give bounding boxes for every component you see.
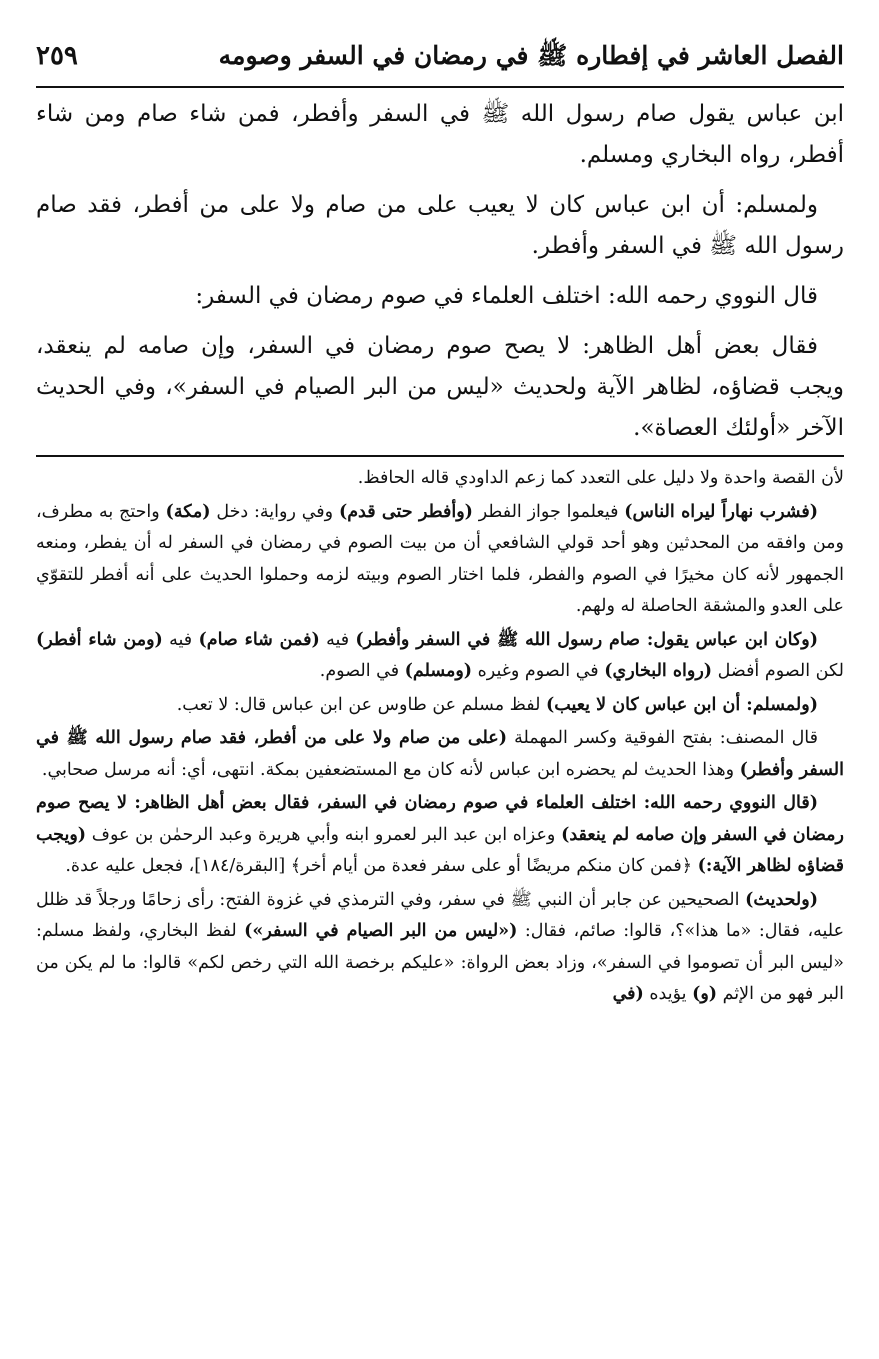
commentary-text: واحتج به مطرف، ومن وافقه من المحدثين وهو أحد قولي الشافعي أن من بيت الصوم في رمضان في السفر له أن يفطر، ومنعه الجمهور لأنه كان مخيرًا في الصوم والفطر، فلما اختار الصوم وبيته لزمه وحملوا الحديث على أنه أفطر للتقوّي على العدو والمشقة الحاصلة له ولهم. xyxy=(36,501,844,616)
bold-quote: (وأفطر حتى قدم) xyxy=(338,501,473,522)
bold-quote: (قال النووي رحمه الله: اختلف العلماء في صوم رمضان في السفر، فقال بعض أهل الظاهر: لا يصح صوم رمضان في السفر وإن صامه لم ينعقد) xyxy=(36,793,844,845)
commentary-text: في الصوم. xyxy=(319,661,405,681)
commentary-text: فيعلموا جواز الفطر xyxy=(472,501,625,522)
bold-quote: (ولمسلم: أن ابن عباس كان لا يعيب) xyxy=(546,694,818,715)
commentary-text: فيه xyxy=(319,629,356,650)
bold-quote: (مكة) xyxy=(165,501,211,522)
commentary-text: وعزاه ابن عبد البر لعمرو ابنه وأبي هريرة وعبد الرحمٰن بن عوف xyxy=(86,824,562,845)
bold-quote: (فمن شاء صام) xyxy=(198,629,320,650)
commentary-text: الصحيحين عن جابر أن النبي ﷺ في سفر، وفي الترمذي في غزوة الفتح: رأى زحامًا ورجلاً قد ظلل عليه، فقال: «ما هذا»؟، قالوا: صائم، فقال: xyxy=(36,889,845,941)
commentary-paragraph xyxy=(36,885,844,1011)
bold-quote: (على من صام ولا على من أفطر، فقد صام رسول الله ﷺ في السفر وأفطر) xyxy=(36,728,844,780)
commentary-text: لفظ البخاري، ولفظ مسلم: «ليس البر أن تصوموا في السفر»، وزاد بعض الرواة: «عليكم برخصة الله التي رخص لكم» قالوا: ما لم يكن من البر فهو من الإثم xyxy=(36,921,844,1004)
bold-quote: (ويجب قضاؤه لظاهر الآية:) xyxy=(36,824,844,876)
running-title: الفصل العاشر في إفطاره ﷺ في رمضان في السفر وصومه xyxy=(218,41,844,70)
main-paragraph: فقال بعض أهل الظاهر: لا يصح صوم رمضان في السفر، وإن صامه لم ينعقد، ويجب قضاؤه، لظاهر الآية ولحديث «ليس من البر الصيام في السفر»، وفي الحديث الآخر «أولئك العصاة». xyxy=(36,333,844,441)
commentary-paragraph xyxy=(36,625,844,688)
commentary-text: يؤيده xyxy=(643,984,693,1004)
bold-quote: (ومسلم) xyxy=(404,661,473,681)
bold-quote: (ومن شاء أفطر) xyxy=(36,629,163,650)
commentary-paragraph xyxy=(36,497,844,623)
bold-quote: (فشرب نهاراً ليراه الناس) xyxy=(624,501,818,522)
commentary-paragraph: لأن القصة واحدة ولا دليل على التعدد كما زعم الداودي قاله الحافظ. xyxy=(357,468,844,488)
commentary-text: لكن الصوم أفضل xyxy=(712,661,844,681)
page-header xyxy=(36,40,844,88)
footnote-divider xyxy=(36,455,844,457)
bold-quote: (ولحديث) xyxy=(745,889,818,910)
commentary-paragraph xyxy=(36,788,844,883)
bold-quote: (وكان ابن عباس يقول: صام رسول الله ﷺ في السفر وأفطر) xyxy=(355,629,819,650)
commentary-paragraph xyxy=(36,723,844,786)
commentary-text: لفظ مسلم عن طاوس عن ابن عباس قال: لا تعب. xyxy=(176,694,546,715)
bold-quote: (في xyxy=(612,984,644,1004)
bold-quote: (رواه البخاري) xyxy=(604,661,713,681)
commentary xyxy=(36,463,844,1011)
main-paragraph: ابن عباس يقول صام رسول الله ﷺ في السفر وأفطر، فمن شاء صام ومن شاء أفطر، رواه البخاري ومسلم. xyxy=(36,101,844,168)
commentary-text: وفي رواية: دخل xyxy=(210,501,339,522)
commentary-text: ﴿فمن كان منكم مريضًا أو على سفر فعدة من أيام أخر﴾ [البقرة/١٨٤]، فجعل عليه عدة. xyxy=(65,856,698,876)
book-page xyxy=(36,40,844,1011)
main-text xyxy=(36,94,844,449)
main-paragraph: قال النووي رحمه الله: اختلف العلماء في صوم رمضان في السفر: xyxy=(195,283,818,309)
commentary-text: فيه xyxy=(162,629,199,650)
commentary-paragraph xyxy=(36,690,844,722)
page-number: ٢٥٩ xyxy=(36,41,78,71)
commentary-text: وهذا الحديث لم يحضره ابن عباس لأنه كان مع المستضعفين بمكة. انتهى، أي: أنه مرسل صحابي. xyxy=(41,759,740,780)
commentary-text: قال المصنف: بفتح الفوقية وكسر المهملة xyxy=(507,728,818,748)
bold-quote: (و) xyxy=(692,984,718,1004)
commentary-text: في الصوم وغيره xyxy=(472,661,605,681)
bold-quote: («ليس من البر الصيام في السفر») xyxy=(244,921,518,941)
main-paragraph: ولمسلم: أن ابن عباس كان لا يعيب على من صام ولا على من أفطر، فقد صام رسول الله ﷺ في السفر وأفطر. xyxy=(36,192,844,259)
